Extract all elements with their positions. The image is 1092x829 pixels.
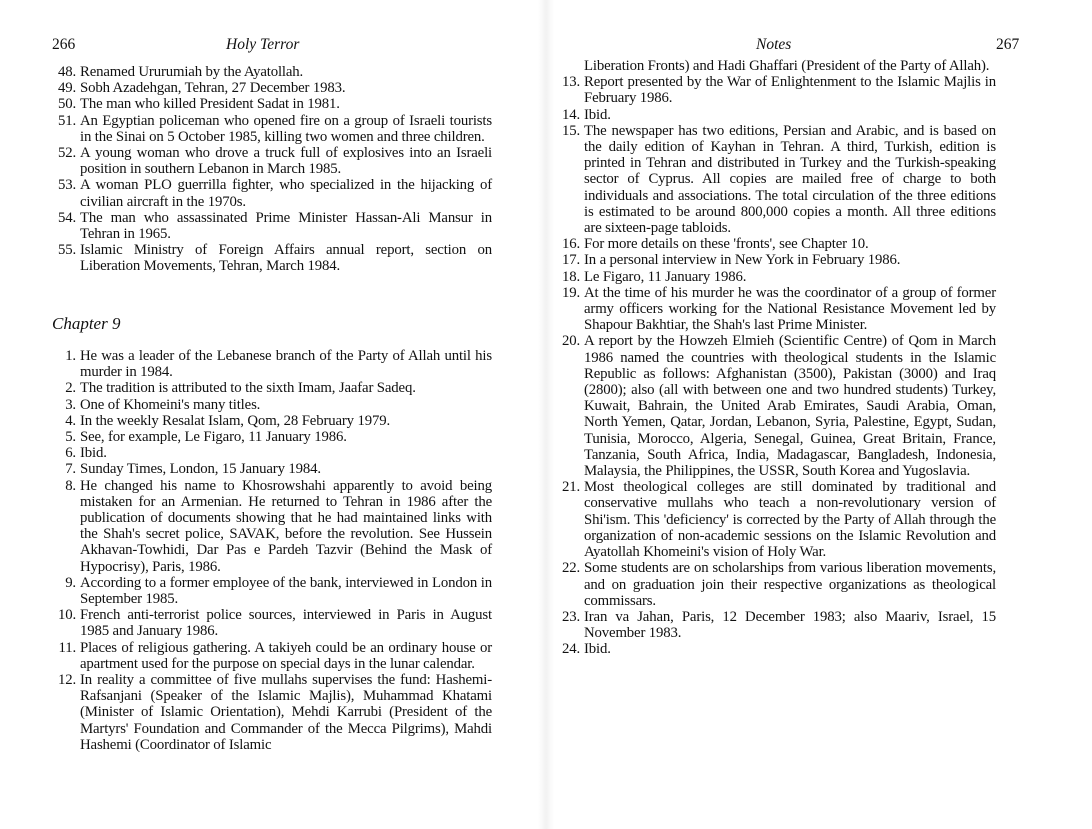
note-item <box>556 123 996 236</box>
note-item <box>52 461 492 477</box>
note-text: A report by the Howzeh Elmieh (Scientific Centre) of Qom in March 1986 named the countries with theological students in the Islamic Republic as follows: Afghanistan (3500), Pakistan (3000) and Iraq (2800); also (all with between one and two hundred students) Turkey, Kuwait, Bahrain, the United Arab Emirates, Saudi Arabia, Oman, North Yemen, Qatar, Jordan, Lebanon, Syria, Palestine, Egypt, Sudan, Tunisia, Morocco, Algeria, Senegal, Guinea, Great Britain, France, Tanzania, South Africa, India, Madagascar, Bangladesh, Indonesia, Malaysia, the Philippines, the USSR, South Korea and Yugoslavia. <box>584 333 996 480</box>
note-number: 4. <box>65 412 76 429</box>
note-text: Report presented by the War of Enlightenment to the Islamic Majlis in February 1986. <box>584 74 996 107</box>
running-title: Holy Terror <box>226 36 300 53</box>
note-number: 12. <box>57 672 76 689</box>
note-number: 14. <box>561 106 580 123</box>
note-number: 19. <box>561 284 580 301</box>
note-number: 54. <box>57 209 76 226</box>
note-number: 15. <box>561 122 580 139</box>
note-item <box>52 640 492 672</box>
note-item <box>556 107 996 123</box>
note-item <box>52 429 492 445</box>
note-text: Most theological colleges are still dominated by traditional and conservative mullahs who teach a non-revolutionary version of Shi'ism. This 'deficiency' is corrected by the Party of Allah through the organization of non-academic sessions on the Islamic Revolution and Ayatollah Khomeini's vision of Holy War. <box>584 479 996 561</box>
note-item <box>52 607 492 639</box>
note-item <box>52 575 492 607</box>
note-number: 8. <box>65 477 76 494</box>
note-text: Ibid. <box>584 106 611 123</box>
note-text: A young woman who drove a truck full of explosives into an Israeli position in southern Lebanon in March 1985. <box>80 145 492 178</box>
note-text: Ibid. <box>584 641 611 658</box>
note-text: Sunday Times, London, 15 January 1984. <box>80 461 321 478</box>
note-number: 50. <box>57 96 76 113</box>
note-text: In a personal interview in New York in February 1986. <box>584 252 901 269</box>
note-number: 53. <box>57 177 76 194</box>
note-text: Renamed Ururumiah by the Ayatollah. <box>80 64 304 80</box>
note-text: Le Figaro, 11 January 1986. <box>584 268 747 285</box>
note-number: 1. <box>65 348 76 364</box>
note-item <box>52 64 492 80</box>
note-number: 52. <box>57 145 76 162</box>
note-text: Islamic Ministry of Foreign Affairs annual report, section on Liberation Movements, Tehran, March 1984. <box>80 242 492 275</box>
note-number: 11. <box>58 639 76 656</box>
note-item <box>52 242 492 274</box>
note-text: Places of religious gathering. A takiyeh could be an ordinary house or apartment used for the purpose on special days in the lunar calendar. <box>80 639 492 672</box>
note-text: In the weekly Resalat Islam, Qom, 28 February 1979. <box>80 412 390 429</box>
note-item <box>556 333 996 479</box>
note-item <box>556 609 996 641</box>
note-text: He changed his name to Khosrowshahi apparently to avoid being mistaken for an Armenian. He returned to Tehran in 1986 after the publication of documents showing that he had maintained links with the Shah's secret police, SAVAK, before the revolution. See Hussein Akhavan-Towhidi, Dar Pas e Pardeh Tazvir (Behind the Mask of Hypocrisy), Paris, 1986. <box>80 477 492 575</box>
note-text: An Egyptian policeman who opened fire on a group of Israeli tourists in the Sinai on 5 October 1985, killing two women and three children. <box>80 112 492 145</box>
note-item <box>556 252 996 268</box>
note-item <box>556 74 996 106</box>
note-text: According to a former employee of the bank, interviewed in London in September 1985. <box>80 574 492 608</box>
notes-list <box>556 58 996 658</box>
note-number: 2. <box>65 380 76 397</box>
note-number: 48. <box>57 64 76 80</box>
running-title: Notes <box>756 36 792 53</box>
note-item <box>52 413 492 429</box>
note-item <box>52 397 492 413</box>
note-item <box>556 285 996 334</box>
note-number: 10. <box>57 607 76 624</box>
note-number: 17. <box>561 252 580 269</box>
note-text: Iran va Jahan, Paris, 12 December 1983; also Maariv, Israel, 15 November 1983. <box>584 608 996 642</box>
note-number: 24. <box>561 641 580 658</box>
note-item <box>52 348 492 380</box>
note-text: He was a leader of the Lebanese branch of the Party of Allah until his murder in 1984. <box>80 348 492 381</box>
note-number: 20. <box>561 333 580 350</box>
notes-list <box>52 64 492 275</box>
note-item <box>556 236 996 252</box>
note-item <box>52 80 492 96</box>
note-number: 51. <box>57 112 76 129</box>
book-gutter <box>538 0 554 829</box>
note-number: 21. <box>561 479 580 496</box>
note-item <box>52 96 492 112</box>
note-text: The newspaper has two editions, Persian and Arabic, and is based on the daily edition of Kayhan in Tehran. A third, Turkish, edition is printed in Tehran and distributed in Turkey and the Turkish-speaking sector of Cyprus. All copies are mailed free of charge to both individuals and associations. The total circulation of the three editions is estimated to be around 800,000 copies a month. All three editions are sixteen-page tabloids. <box>584 122 996 237</box>
note-number: 23. <box>561 608 580 625</box>
note-text: At the time of his murder he was the coordinator of a group of former army officers working for the National Resistance Movement led by Shapour Bakhtiar, the Shah's last Prime Minister. <box>584 284 996 334</box>
note-item <box>52 113 492 145</box>
note-item <box>52 380 492 396</box>
note-text: See, for example, Le Figaro, 11 January 1986. <box>80 429 347 446</box>
note-item <box>52 445 492 461</box>
note-text: Sobh Azadehgan, Tehran, 27 December 1983. <box>80 80 346 97</box>
note-number: 6. <box>65 445 76 462</box>
note-number: 22. <box>561 560 580 577</box>
note-text: French anti-terrorist police sources, interviewed in Paris in August 1985 and January 1986. <box>80 607 492 640</box>
note-item <box>52 478 492 575</box>
note-text: A woman PLO guerrilla fighter, who specialized in the hijacking of civilian aircraft in the 1970s. <box>80 177 492 210</box>
note-item <box>556 269 996 285</box>
note-number: 7. <box>65 461 76 478</box>
note-number: 16. <box>561 236 580 253</box>
note-number: 3. <box>65 396 76 413</box>
note-text: In reality a committee of five mullahs supervises the fund: Hashemi-Rafsanjani (Speaker of the Islamic Majlis), Muhammad Khatami (Minister of Islamic Orientation), Mehdi Karrubi (President of the Martyrs' Foundation and Commander of the Mecca Pilgrims), Mahdi Hashemi (Coordinator of Islamic <box>80 672 492 753</box>
note-number: 18. <box>561 268 580 285</box>
note-number: 49. <box>57 80 76 97</box>
note-number: 55. <box>57 242 76 259</box>
chapter-heading: Chapter 9 <box>52 314 121 333</box>
note-item <box>52 145 492 177</box>
note-number: 13. <box>561 74 580 91</box>
note-item <box>52 210 492 242</box>
note-text: Ibid. <box>80 445 107 462</box>
page-number: 266 <box>52 36 76 53</box>
note-number: 5. <box>65 429 76 446</box>
note-item <box>556 641 996 657</box>
note-text: For more details on these 'fronts', see Chapter 10. <box>584 236 869 253</box>
note-text: The tradition is attributed to the sixth Imam, Jaafar Sadeq. <box>80 380 416 397</box>
note-item <box>52 672 492 753</box>
note-text: One of Khomeini's many titles. <box>80 396 261 413</box>
note-continuation <box>556 58 996 74</box>
note-text: The man who killed President Sadat in 1981. <box>80 96 340 113</box>
note-text: Liberation Fronts) and Hadi Ghaffari (President of the Party of Allah). <box>584 58 990 74</box>
note-item <box>52 177 492 209</box>
note-text: Some students are on scholarships from various liberation movements, and on graduation join their respective organizations as theological commissars. <box>584 560 996 609</box>
note-item <box>556 560 996 609</box>
note-text: The man who assassinated Prime Minister Hassan-Ali Mansur in Tehran in 1965. <box>80 209 492 243</box>
note-item <box>556 479 996 560</box>
page-number: 267 <box>996 36 1020 53</box>
chapter-notes-list <box>52 348 492 753</box>
note-number: 9. <box>65 574 76 591</box>
